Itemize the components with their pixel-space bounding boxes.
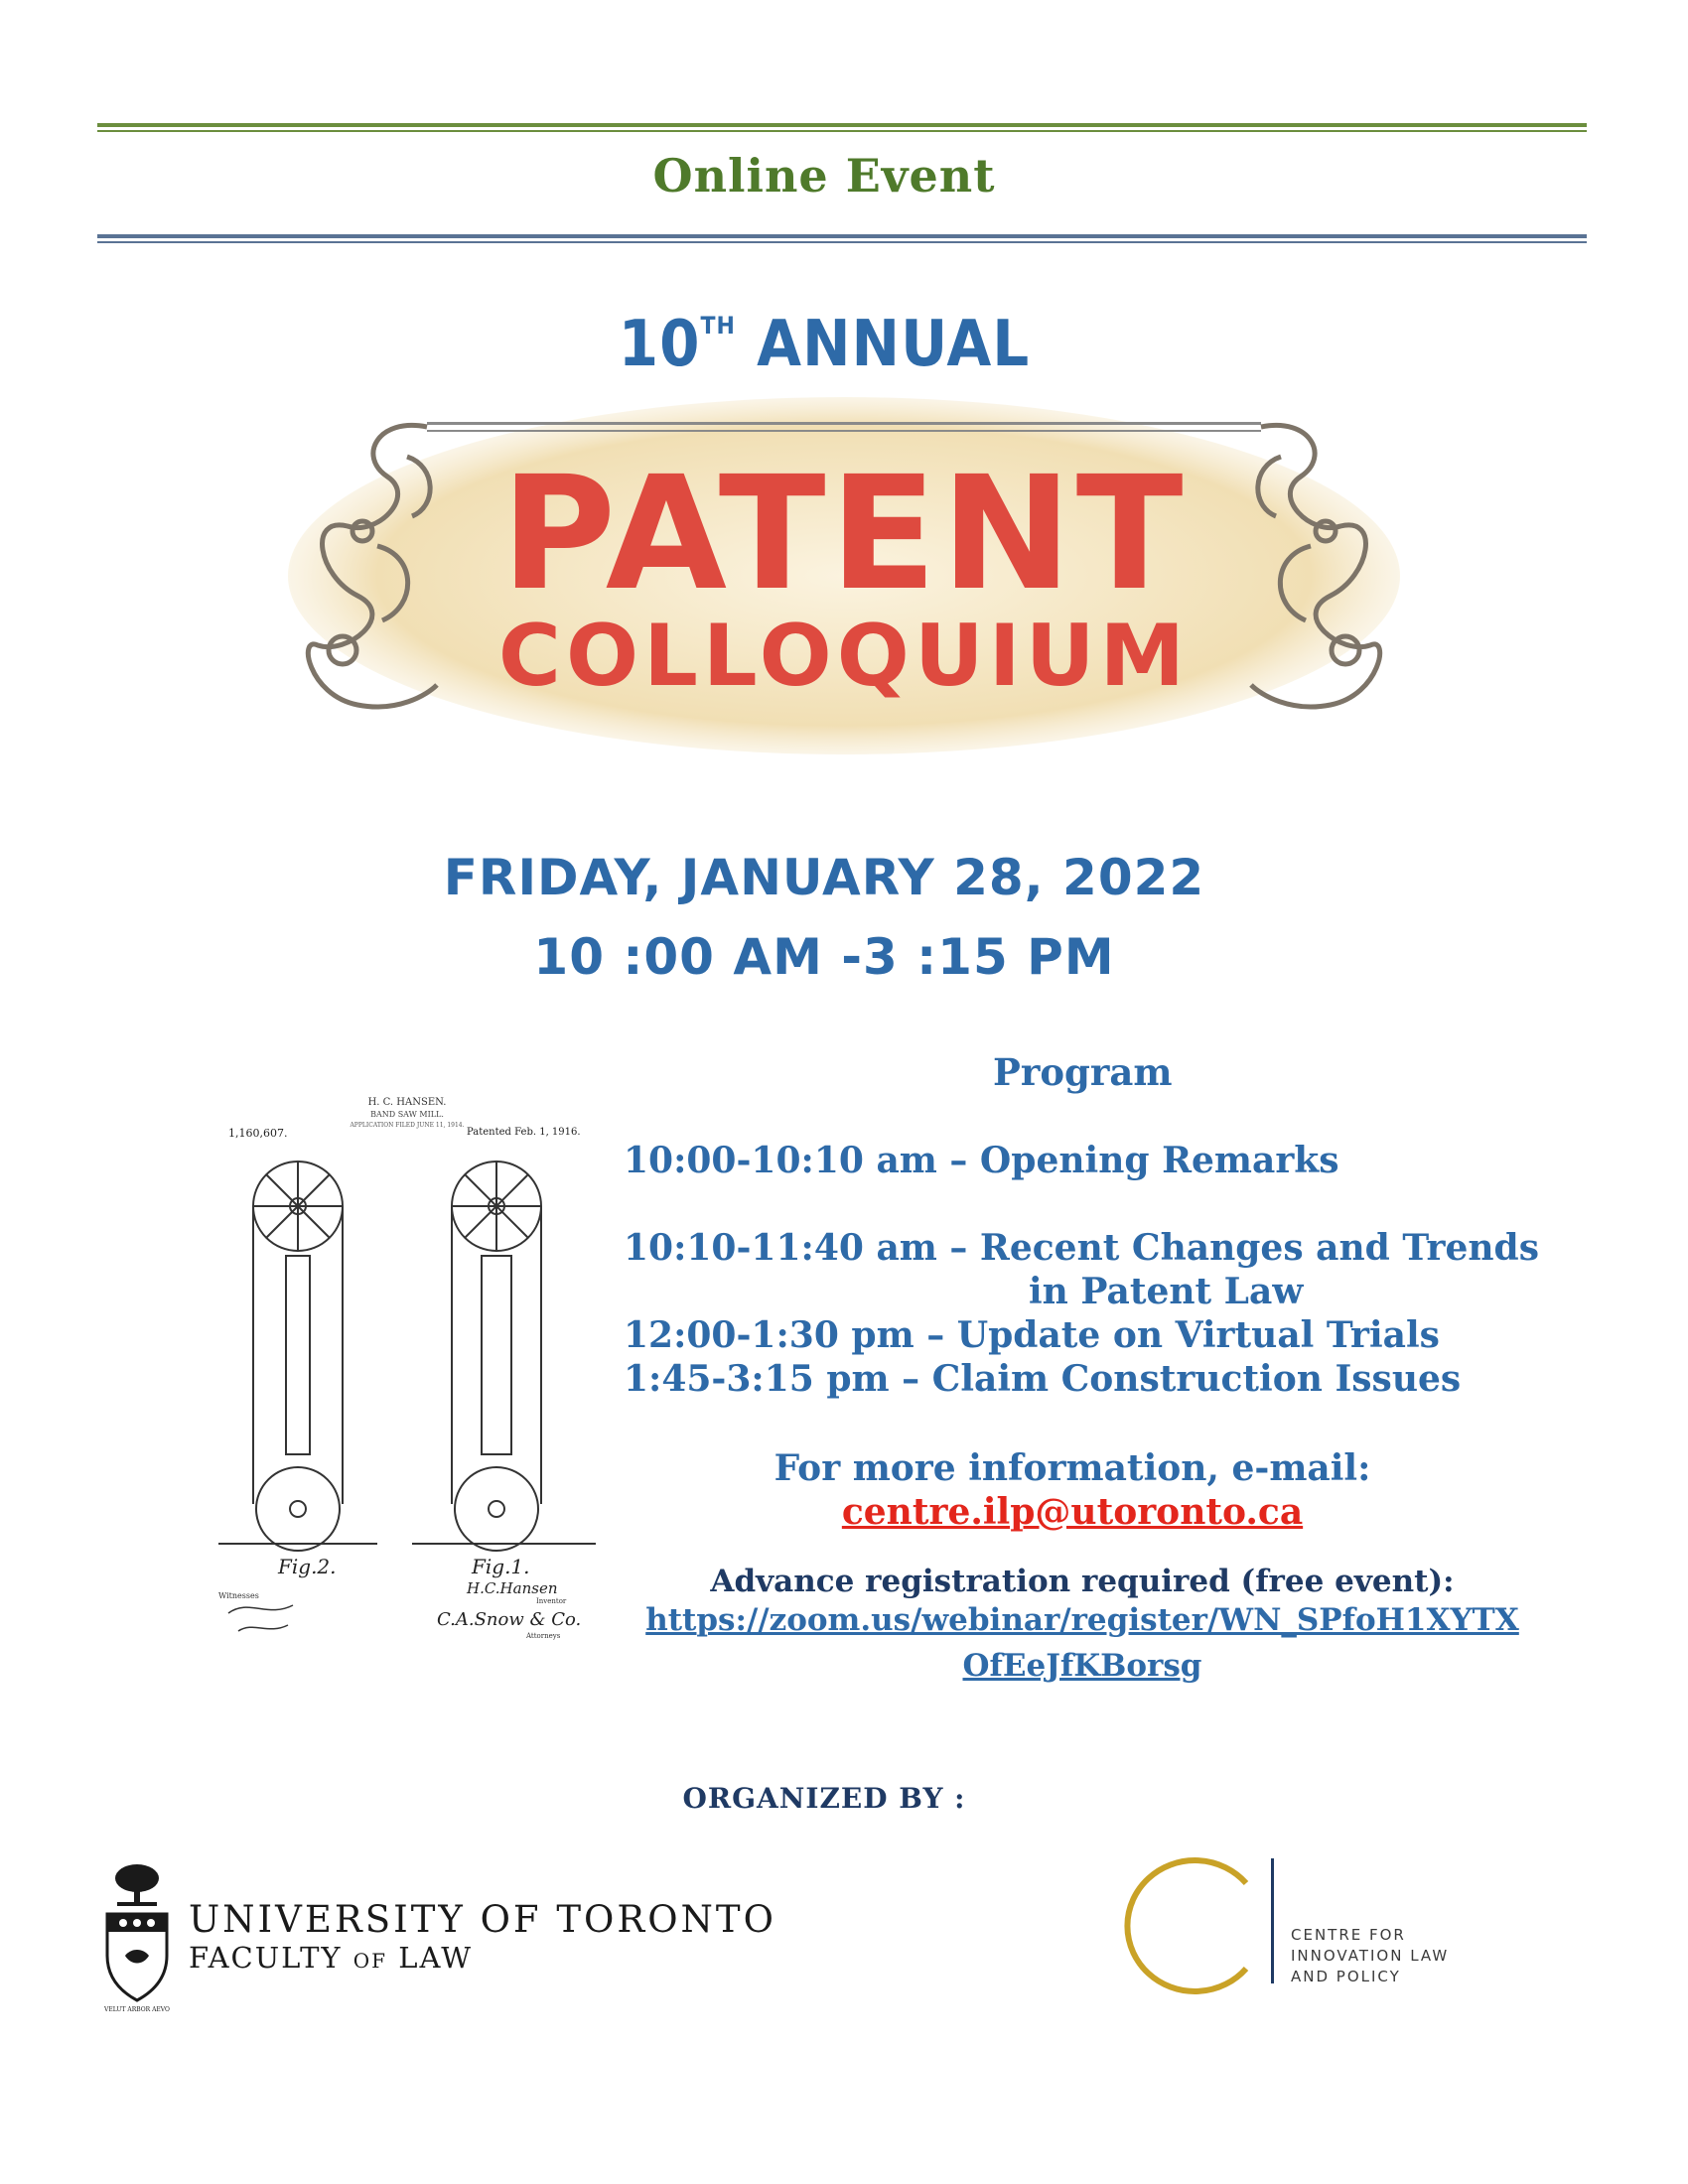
uoft-faculty-of: OF — [352, 1949, 388, 1973]
drawing-inventor-top: H. C. HANSEN. — [367, 1097, 447, 1108]
annual-heading — [0, 307, 1648, 381]
annual-number: 10 — [618, 306, 701, 381]
program-item: 10:00-10:10 am – Opening Remarks — [624, 1140, 1339, 1181]
program-item: 12:00-1:30 pm – Update on Virtual Trials — [624, 1314, 1440, 1356]
patent-drawing — [199, 1077, 616, 1653]
top-rule-green — [97, 123, 1587, 127]
cilp-divider — [1271, 1858, 1274, 1983]
program-item: 10:10-11:40 am – Recent Changes and Trends — [624, 1227, 1539, 1269]
cilp-text-line: AND POLICY — [1291, 1968, 1401, 1985]
uoft-faculty-law: LAW — [398, 1941, 474, 1975]
uoft-crest-icon — [95, 1856, 179, 2015]
drawing-inventor-signature: H.C.Hansen — [467, 1579, 558, 1597]
cilp-logo-icon — [1087, 1851, 1286, 1995]
drawing-application: APPLICATION FILED JUNE 11, 1914. — [350, 1122, 465, 1129]
program-item: 1:45-3:15 pm – Claim Construction Issues — [624, 1358, 1462, 1400]
cilp-text-line: CENTRE FOR — [1291, 1926, 1406, 1944]
more-info-label: For more information, e-mail: — [774, 1447, 1371, 1489]
drawing-fig-left: Fig.2. — [278, 1555, 337, 1578]
drawing-witnesses: Witnesses — [218, 1591, 259, 1600]
program-title: Program — [993, 1050, 1173, 1094]
uoft-faculty — [189, 1941, 473, 1975]
drawing-fig-right: Fig.1. — [472, 1555, 530, 1578]
drawing-patent-number: 1,160,607. — [228, 1127, 288, 1140]
banner-colloquium: COLLOQUIUM — [497, 607, 1191, 706]
annual-suffix: TH — [700, 313, 736, 341]
top-rule-green-thin — [97, 130, 1587, 132]
uoft-faculty-word: FACULTY — [189, 1941, 343, 1975]
program-item-continued: in Patent Law — [1029, 1271, 1304, 1312]
uoft-name: UNIVERSITY OF TORONTO — [189, 1898, 776, 1941]
header-rule-blue-thin — [97, 241, 1587, 243]
drawing-inventor-label: Inventor — [536, 1597, 567, 1605]
patent-colloquium-banner — [288, 397, 1400, 754]
header-rule-blue — [97, 234, 1587, 238]
organized-by-label: ORGANIZED BY : — [682, 1782, 966, 1815]
contact-email-link[interactable]: centre.ilp@utoronto.ca — [841, 1491, 1304, 1533]
event-date: FRIDAY, JANUARY 28, 2022 — [443, 849, 1205, 906]
drawing-attorneys-signature: C.A.Snow & Co. — [437, 1609, 582, 1630]
advance-registration-note: Advance registration required (free event): — [710, 1564, 1455, 1599]
online-event-heading: Online Event — [652, 149, 996, 203]
uoft-crest-motto: VELUT ARBOR AEVO — [104, 2006, 170, 2013]
drawing-patented: Patented Feb. 1, 1916. — [467, 1127, 581, 1138]
annual-word: ANNUAL — [757, 306, 1031, 381]
drawing-attorneys-label: Attorneys — [526, 1632, 561, 1640]
cilp-text-line: INNOVATION LAW — [1291, 1947, 1450, 1965]
event-time: 10 :00 AM -3 :15 PM — [533, 928, 1115, 986]
drawing-subtitle: BAND SAW MILL. — [370, 1110, 444, 1119]
registration-link[interactable]: https://zoom.us/webinar/register/WN_SPfoH1XYTX — [645, 1602, 1519, 1638]
registration-link-continued[interactable]: OfEeJfKBorsg — [962, 1648, 1202, 1684]
banner-patent: PATENT — [500, 443, 1188, 625]
